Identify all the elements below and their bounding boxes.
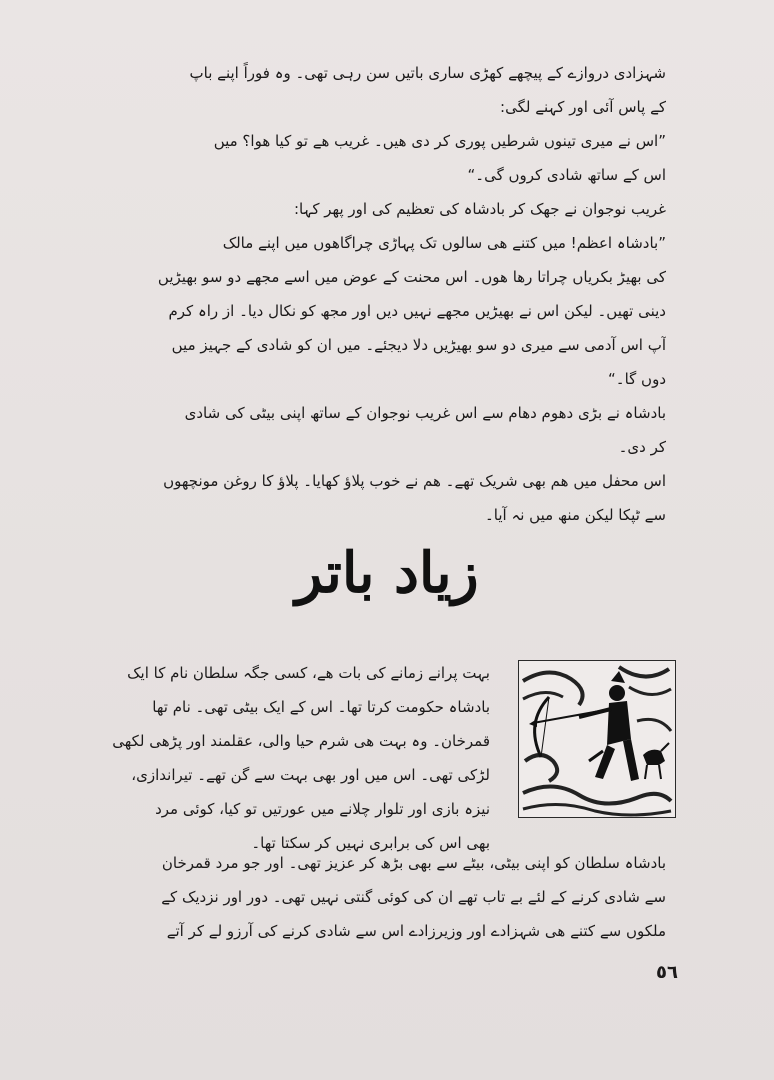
text-line: غریب نوجوان نے جھک کر بادشاہ کی تعظیم کی اور پھر کہا: [293,200,666,218]
story-opening-text [90,656,490,860]
text-line: کی بھیڑ بکریاں چراتا رھا ھوں۔ اس محنت کے عوض میں اسے مجھے دو سو بھیڑیں [157,268,666,286]
text-line: دوں گا۔“ [608,370,666,388]
text-line: شہزادی دروازے کے پیچھے کھڑی ساری باتیں سن رہی تھی۔ وہ فوراً اپنے باپ [189,64,666,82]
text-line: اس کے ساتھ شادی کروں گی۔“ [467,166,666,184]
text-line: لڑکی تھی۔ اس میں اور بھی بہت سے گن تھے۔ تیراندازی، [131,766,490,784]
story-body-text [98,846,666,948]
text-line: بادشاہ سلطان کو اپنی بیٹی، بیٹے سے بھی بڑھ کر عزیز تھی۔ اور جو مرد قمرخان [161,854,666,872]
text-line: قمرخان۔ وہ بہت ھی شرم حیا والی، عقلمند اور پڑھی لکھی [112,732,490,750]
text-line: آپ اس آدمی سے میری دو سو بھیڑیں دلا دیجئے۔ میں ان کو شادی کے جہیز میں [171,336,666,354]
text-line: ”اس نے میری تینوں شرطیں پوری کر دی ھیں۔ غریب ھے تو کیا ھوا؟ میں [213,132,666,150]
text-line: بہت پرانے زمانے کی بات ھے، کسی جگہ سلطان نام کا ایک [127,664,490,682]
page-number: ٥٦ [656,962,678,983]
text-line: نیزہ بازی اور تلوار چلانے میں عورتیں تو کیا، کوئی مرد [155,800,490,818]
story-continuation-text [98,56,666,532]
text-line: کے پاس آئی اور کہنے لگی: [500,98,666,116]
archer-woodcut-icon [518,660,676,818]
text-line: سے ٹپکا لیکن منھ میں نہ آیا۔ [484,506,666,524]
text-line: کر دی۔ [618,438,666,456]
text-line: بھی اس کی برابری نہیں کر سکتا تھا۔ [251,834,490,852]
text-line: ”بادشاہ اعظم! میں کتنے ھی سالوں تک پہاڑی چراگاھوں میں اپنے مالک [222,234,666,252]
text-line: سے شادی کرنے کے لئے بے تاب تھے ان کی کوئی گنتی نہیں تھی۔ دور اور نزدیک کے [161,888,666,906]
text-line: بادشاہ حکومت کرتا تھا۔ اس کے ایک بیٹی تھی۔ نام تھا [152,698,490,716]
text-line: بادشاہ نے بڑی دھوم دھام سے اس غریب نوجوان کے ساتھ اپنی بیٹی کی شادی [184,404,666,422]
text-line: دینی تھیں۔ لیکن اس نے بھیڑیں مجھے نہیں دیں اور مجھ کو نکال دیا۔ از راہ کرم [168,302,666,320]
text-line: اس محفل میں ھم بھی شریک تھے۔ ھم نے خوب پلاؤ کھایا۔ پلاؤ کا روغن مونچھوں [163,472,666,490]
text-line: ملکوں سے کتنے ھی شہزادے اور وزیرزادے اس سے شادی کرنے کی آرزو لے کر آتے [166,922,666,940]
story-title: زیاد باتر [295,540,479,606]
